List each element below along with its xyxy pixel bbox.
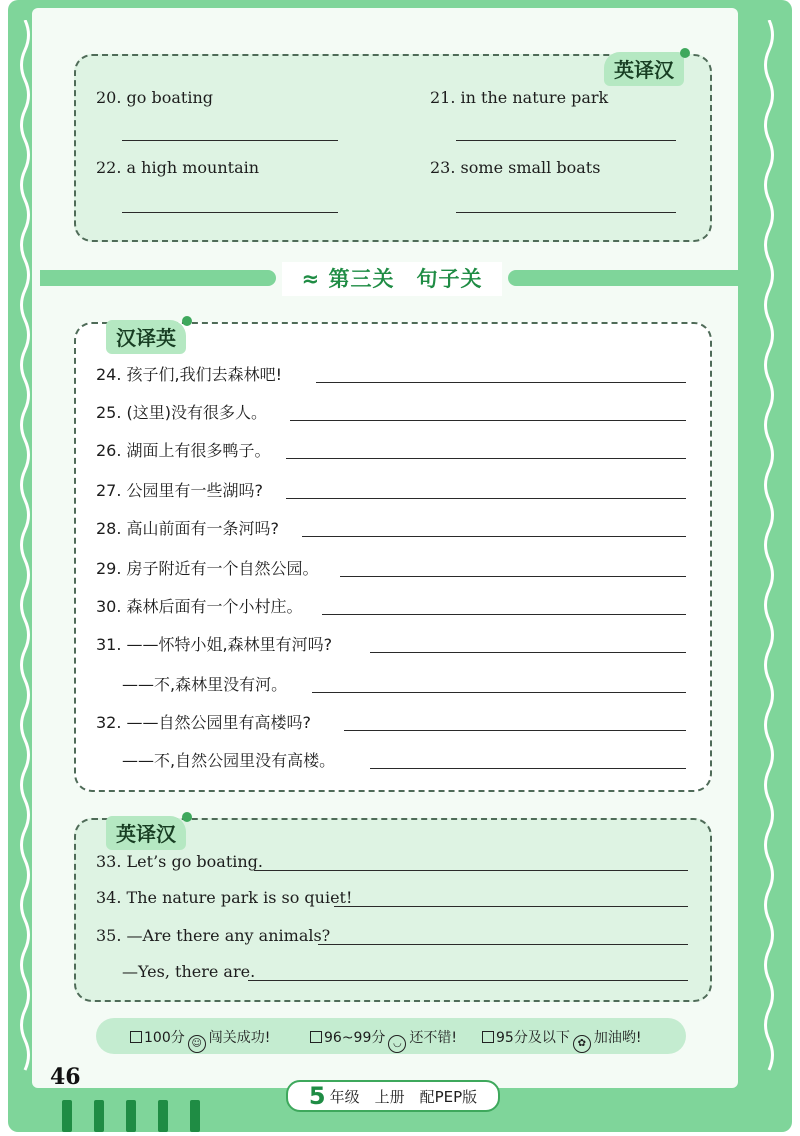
item-34: 34. The nature park is so quiet! [96,888,353,907]
item-31-question: 31. ——怀特小姐,森林里有河吗? [96,635,333,654]
answer-line-32a[interactable] [344,730,686,731]
answer-line-21[interactable] [456,140,676,141]
cheer-face-icon: ✿ [573,1035,591,1053]
footer-bar [190,1100,200,1132]
item-35-answer: —Yes, there are. [122,962,256,981]
answer-line-33[interactable] [254,870,688,871]
answer-line-22[interactable] [122,212,338,213]
item-32-answer: ——不,自然公园里没有高楼。 [122,751,336,770]
left-wave-border [18,20,32,1080]
item-32-question: 32. ——自然公园里有高楼吗? [96,713,312,732]
item-20: 20. go boating [96,88,214,107]
answer-line-35b[interactable] [248,980,688,981]
grade-number: 5 [308,1082,326,1110]
answer-line-31b[interactable] [312,692,686,693]
section-title: ≈ 第三关 句子关 [282,262,502,296]
section2-tag: 汉译英 [106,320,186,354]
section1-tag: 英译汉 [604,52,684,86]
answer-line-28[interactable] [302,536,686,537]
section3-tag: 英译汉 [106,816,186,850]
item-29: 29. 房子附近有一个自然公园。 [96,559,319,578]
answer-line-23[interactable] [456,212,676,213]
answer-line-27[interactable] [286,498,686,499]
item-23: 23. some small boats [430,158,601,177]
title-bar-left [40,270,276,286]
answer-line-31a[interactable] [370,652,686,653]
item-21: 21. in the nature park [430,88,609,107]
answer-line-30[interactable] [322,614,686,615]
score-bar [96,1018,686,1054]
smile-face-icon: ◡ [388,1035,406,1053]
happy-face-icon: ☺ [188,1035,206,1053]
answer-line-26[interactable] [286,458,686,459]
answer-line-34[interactable] [334,906,688,907]
answer-line-29[interactable] [340,576,686,577]
item-35-question: 35. —Are there any animals? [96,926,331,945]
footer-bar [62,1100,72,1132]
item-27: 27. 公园里有一些湖吗? [96,481,264,500]
item-33: 33. Let’s go boating. [96,852,264,871]
item-28: 28. 高山前面有一条河吗? [96,519,280,538]
answer-line-35a[interactable] [318,944,688,945]
checkbox-95-below[interactable] [482,1031,494,1043]
score-option-100: 100分 ☺ 闯关成功! [130,1027,270,1053]
right-wave-border [762,20,776,1080]
title-bar-right [508,270,740,286]
score-option-96-99: 96~99分 ◡ 还不错! [310,1027,457,1053]
answer-line-25[interactable] [290,420,686,421]
grade-badge [286,1080,500,1112]
item-26: 26. 湖面上有很多鸭子。 [96,441,271,460]
item-24: 24. 孩子们,我们去森林吧! [96,365,283,384]
item-30: 30. 森林后面有一个小村庄。 [96,597,303,616]
answer-line-20[interactable] [122,140,338,141]
grade-label: 年级 上册 配PEP版 [329,1088,478,1106]
footer-bars [62,1100,222,1136]
item-31-answer: ——不,森林里没有河。 [122,675,288,694]
footer-bar [94,1100,104,1132]
item-22: 22. a high mountain [96,158,260,177]
item-25: 25. (这里)没有很多人。 [96,403,268,422]
footer-bar [126,1100,136,1132]
answer-line-24[interactable] [316,382,686,383]
checkbox-96-99[interactable] [310,1031,322,1043]
score-option-95-below: 95分及以下 ✿ 加油哟! [482,1027,641,1053]
answer-line-32b[interactable] [370,768,686,769]
checkbox-100[interactable] [130,1031,142,1043]
page-number: 46 [50,1064,81,1090]
footer-bar [158,1100,168,1132]
